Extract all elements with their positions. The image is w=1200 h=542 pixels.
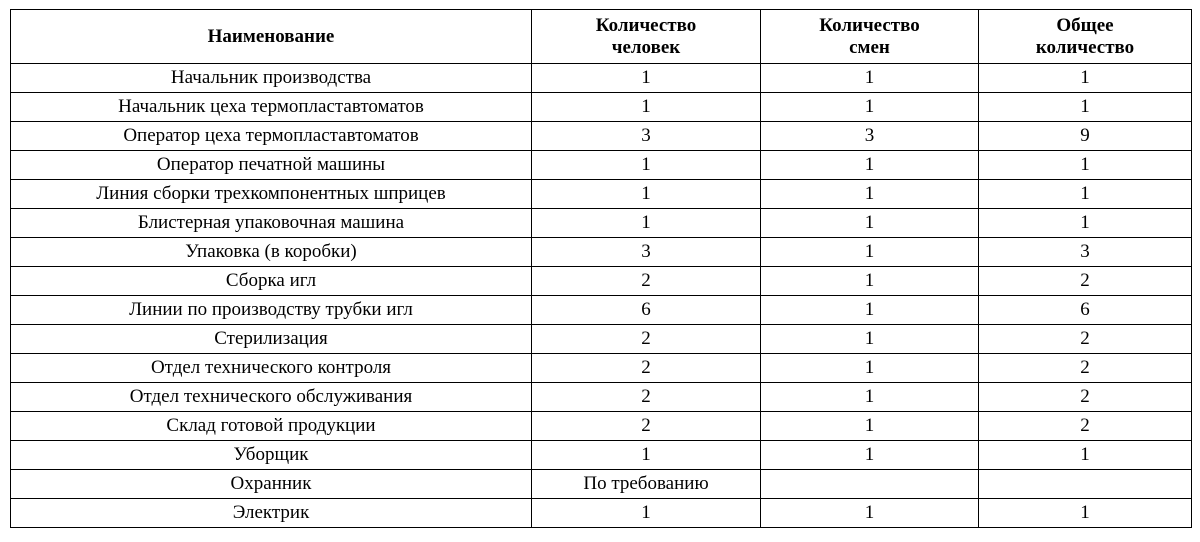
- cell-name: Уборщик: [11, 441, 532, 470]
- cell-shifts: 1: [761, 64, 979, 93]
- cell-people: 1: [532, 151, 761, 180]
- cell-name: Стерилизация: [11, 325, 532, 354]
- cell-name: Склад готовой продукции: [11, 412, 532, 441]
- cell-people: 6: [532, 296, 761, 325]
- table-row: [11, 441, 1192, 470]
- cell-name: Блистерная упаковочная машина: [11, 209, 532, 238]
- cell-name: Линии по производству трубки игл: [11, 296, 532, 325]
- cell-people: 2: [532, 383, 761, 412]
- table-row: [11, 470, 1192, 499]
- cell-people: 2: [532, 412, 761, 441]
- cell-shifts: 1: [761, 499, 979, 528]
- table-row: [11, 180, 1192, 209]
- header-shift-count: Количество смен: [761, 10, 979, 64]
- cell-people: По требованию: [532, 470, 761, 499]
- cell-total: 1: [979, 64, 1192, 93]
- table-row: [11, 122, 1192, 151]
- cell-total: 2: [979, 354, 1192, 383]
- header-total-count: Общее количество: [979, 10, 1192, 64]
- cell-people: 3: [532, 238, 761, 267]
- cell-people: 3: [532, 122, 761, 151]
- cell-people: 1: [532, 209, 761, 238]
- cell-people: 1: [532, 499, 761, 528]
- cell-name: Начальник цеха термопластавтоматов: [11, 93, 532, 122]
- cell-shifts: 1: [761, 383, 979, 412]
- cell-total: 6: [979, 296, 1192, 325]
- header-name: Наименование: [11, 10, 532, 64]
- cell-total: 2: [979, 383, 1192, 412]
- header-row: [11, 10, 1192, 64]
- table-row: [11, 296, 1192, 325]
- cell-total: 9: [979, 122, 1192, 151]
- cell-total: 2: [979, 267, 1192, 296]
- cell-shifts: 1: [761, 325, 979, 354]
- cell-total: 1: [979, 441, 1192, 470]
- cell-people: 1: [532, 180, 761, 209]
- cell-people: 1: [532, 441, 761, 470]
- cell-shifts: 1: [761, 441, 979, 470]
- table-row: [11, 354, 1192, 383]
- table-row: [11, 412, 1192, 441]
- cell-people: 2: [532, 354, 761, 383]
- cell-name: Линия сборки трехкомпонентных шприцев: [11, 180, 532, 209]
- table-row: [11, 238, 1192, 267]
- cell-shifts: 1: [761, 412, 979, 441]
- cell-name: Начальник производства: [11, 64, 532, 93]
- cell-shifts: 1: [761, 93, 979, 122]
- cell-name: Сборка игл: [11, 267, 532, 296]
- cell-total: 3: [979, 238, 1192, 267]
- cell-shifts: 1: [761, 209, 979, 238]
- table-row: [11, 267, 1192, 296]
- cell-shifts: 1: [761, 180, 979, 209]
- cell-people: 2: [532, 267, 761, 296]
- cell-name: Охранник: [11, 470, 532, 499]
- table-row: [11, 499, 1192, 528]
- cell-shifts: [761, 470, 979, 499]
- cell-total: 2: [979, 325, 1192, 354]
- cell-total: 1: [979, 499, 1192, 528]
- table-header: [11, 10, 1192, 64]
- staffing-table: [10, 9, 1192, 528]
- cell-name: Отдел технического обслуживания: [11, 383, 532, 412]
- table-row: [11, 64, 1192, 93]
- cell-shifts: 3: [761, 122, 979, 151]
- cell-shifts: 1: [761, 238, 979, 267]
- cell-shifts: 1: [761, 267, 979, 296]
- table-row: [11, 209, 1192, 238]
- cell-total: 1: [979, 93, 1192, 122]
- table-row: [11, 325, 1192, 354]
- cell-total: 1: [979, 209, 1192, 238]
- cell-total: 2: [979, 412, 1192, 441]
- cell-name: Отдел технического контроля: [11, 354, 532, 383]
- cell-people: 1: [532, 93, 761, 122]
- cell-shifts: 1: [761, 151, 979, 180]
- cell-people: 1: [532, 64, 761, 93]
- cell-total: 1: [979, 180, 1192, 209]
- table-row: [11, 151, 1192, 180]
- cell-total: [979, 470, 1192, 499]
- table-body: [11, 64, 1192, 528]
- table-row: [11, 383, 1192, 412]
- cell-name: Упаковка (в коробки): [11, 238, 532, 267]
- cell-people: 2: [532, 325, 761, 354]
- table-row: [11, 93, 1192, 122]
- header-people-count: Количество человек: [532, 10, 761, 64]
- cell-name: Оператор печатной машины: [11, 151, 532, 180]
- cell-shifts: 1: [761, 354, 979, 383]
- cell-total: 1: [979, 151, 1192, 180]
- cell-shifts: 1: [761, 296, 979, 325]
- cell-name: Электрик: [11, 499, 532, 528]
- cell-name: Оператор цеха термопластавтоматов: [11, 122, 532, 151]
